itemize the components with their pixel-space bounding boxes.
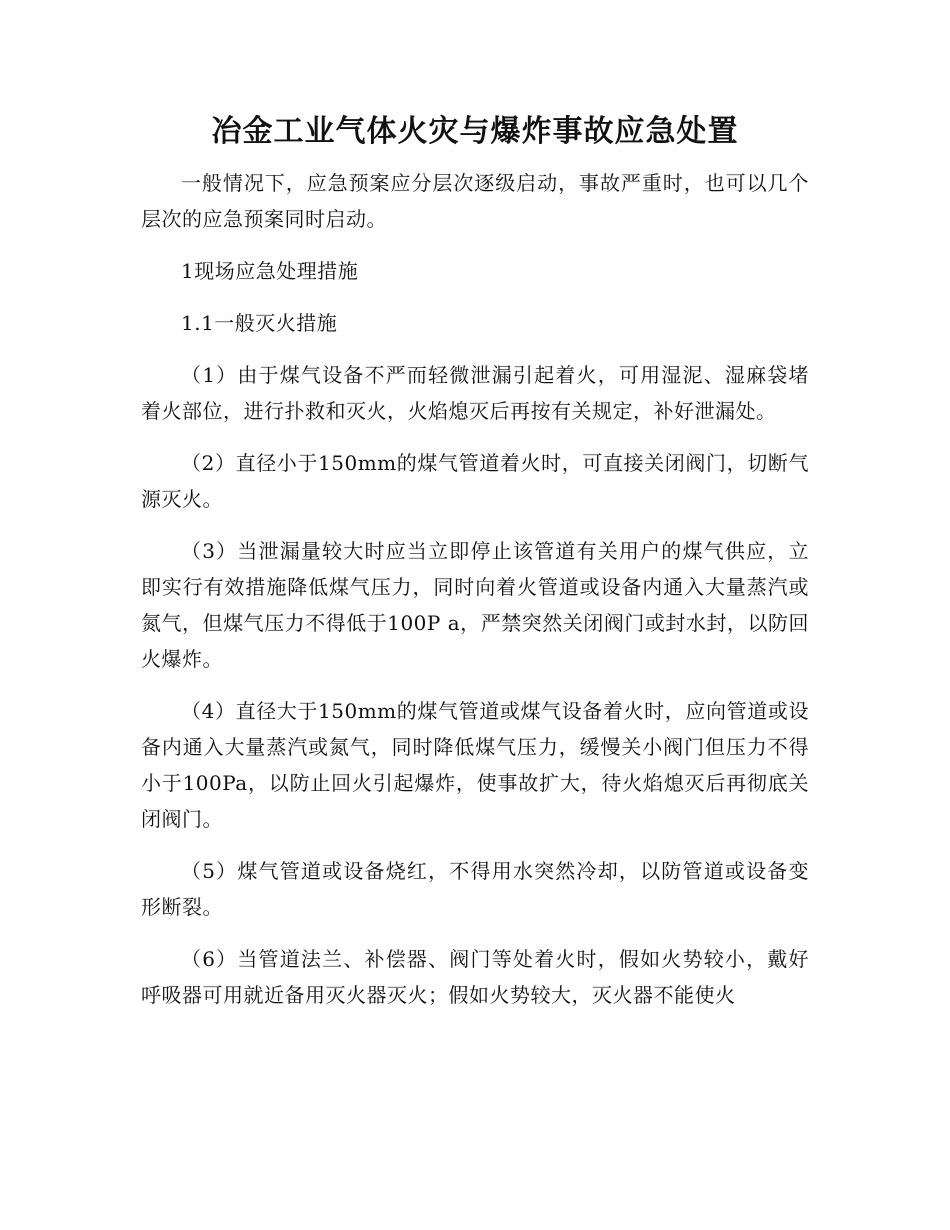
section-heading-1-1: 1.1一般灭火措施 <box>181 311 338 335</box>
document-body <box>141 165 809 1029</box>
paragraph-item-4: （4）直径大于150mm的煤气管道或煤气设备着火时，应向管道或设备内通入大量蒸汽或氮气，同时降低煤气压力，缓慢关小阀门但压力不得小于100Pa，以防止回火引起爆炸，使事故扩大，待火焰熄灭后再彻底关闭阀门。 <box>141 699 809 831</box>
paragraph-intro: 一般情况下，应急预案应分层次逐级启动，事故严重时，也可以几个层次的应急预案同时启动。 <box>141 171 809 231</box>
paragraph-item-5: （5）煤气管道或设备烧红，不得用水突然冷却，以防管道或设备变形断裂。 <box>141 859 809 919</box>
paragraph-item-6: （6）当管道法兰、补偿器、阀门等处着火时，假如火势较小，戴好呼吸器可用就近备用灭火器灭火；假如火势较大，灭火器不能使火 <box>141 947 809 1007</box>
document-title: 冶金工业气体火灾与爆炸事故应急处置 <box>211 114 739 149</box>
paragraph-item-2: （2）直径小于150mm的煤气管道着火时，可直接关闭阀门，切断气源灭火。 <box>141 451 809 511</box>
section-heading-1: 1现场应急处理措施 <box>181 259 359 283</box>
paragraph-item-1: （1）由于煤气设备不严而轻微泄漏引起着火，可用湿泥、湿麻袋堵着火部位，进行扑救和灭火，火焰熄灭后再按有关规定，补好泄漏处。 <box>141 363 809 423</box>
paragraph-item-3: （3）当泄漏量较大时应当立即停止该管道有关用户的煤气供应，立即实行有效措施降低煤气压力，同时向着火管道或设备内通入大量蒸汽或氮气，但煤气压力不得低于100P a，严禁突然关闭阀门或封水封，以防回火爆炸。 <box>141 539 809 671</box>
